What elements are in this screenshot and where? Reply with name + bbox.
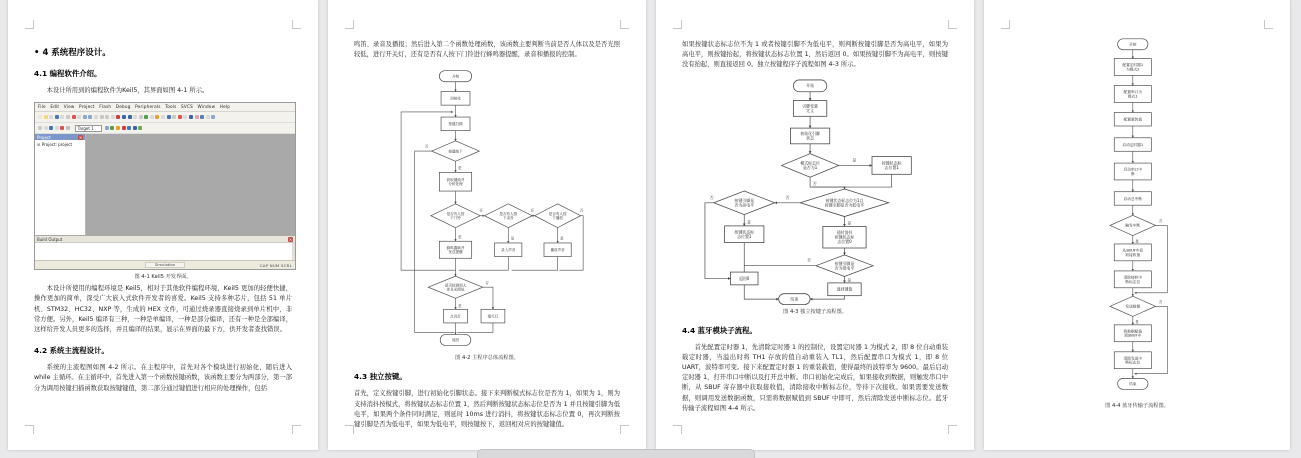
- keil-toolbar-icons: [38, 126, 72, 130]
- flowchart-node-label: 是否有人按下录音: [499, 212, 518, 221]
- toolbar-icon: [122, 126, 126, 130]
- close-icon: ×: [78, 134, 83, 140]
- keil-target-select: Target 1: [75, 125, 102, 132]
- flowchart-node-label: 初始化引脚状态: [800, 130, 820, 141]
- flowchart-node-label: 按键状态标志位置1: [734, 228, 755, 239]
- margin-crop-mark: [673, 425, 682, 434]
- toolbar-icon: [88, 115, 92, 119]
- flowchart-node-label: 配置定时器1 为模式2: [1122, 63, 1144, 72]
- flowchart-edge-label: 是: [1135, 320, 1139, 325]
- toolbar-icon: [150, 115, 154, 119]
- toolbar-icon: [55, 115, 59, 119]
- toolbar-icon: [38, 126, 42, 130]
- flowchart-node-label: 启动定时器1: [1122, 142, 1144, 147]
- toolbar-icon: [167, 115, 171, 119]
- toolbar-icon: [66, 115, 70, 119]
- toolbar-icon: [60, 115, 64, 119]
- flowchart-node-label: 清除接收中断标志位: [1123, 275, 1143, 284]
- flowchart-node-label: 获取键值并分析处理: [446, 178, 465, 187]
- keil-project-title: Project: [37, 134, 51, 140]
- flowchart-edge-label: 是: [1135, 239, 1139, 244]
- flowchart-node-label: 录入声音: [501, 248, 516, 253]
- flowchart-node-label: 开始: [806, 82, 815, 88]
- flowchart-node-label: 按键按下: [448, 149, 463, 154]
- flowchart-node-label: 结束: [790, 296, 799, 302]
- toolbar-icon: [94, 115, 98, 119]
- flowchart-connector: [812, 174, 892, 187]
- flowchart-independent-key: [682, 77, 948, 305]
- keil-build-output-title: Build Output: [37, 236, 63, 242]
- flowchart-node-label: 配置串口为模式1: [1123, 90, 1143, 99]
- toolbar-icon: [110, 126, 114, 130]
- flowchart-node-label: 开始: [451, 74, 460, 79]
- toolbar-icon: [49, 115, 53, 119]
- keil-menubar: File Edit View Project Flash Debug Peripherals Tools SVCS Window Help: [35, 103, 295, 112]
- toolbar-icon: [128, 115, 132, 119]
- margin-crop-mark: [948, 425, 957, 434]
- flowchart-edge-label: 否: [1158, 299, 1163, 304]
- flowchart-node-label: 按键引脚是否为低电平: [834, 260, 855, 270]
- keil-status-mode: Simulation: [145, 262, 185, 269]
- figure-caption-4-4: 图 4-4 蓝牙传输子流程图。: [1105, 403, 1169, 409]
- section-heading-4-3: 4.3 独立按键。: [354, 372, 407, 382]
- keil-build-output-area: [35, 243, 295, 260]
- page-2: [328, 0, 646, 450]
- flowchart-bluetooth: [1010, 35, 1264, 399]
- flowchart-node-label: 熄灭灯: [487, 314, 499, 319]
- toolbar-icon: [105, 126, 109, 130]
- toolbar-icon: [195, 115, 199, 119]
- keil-project-tree-item: [35, 140, 85, 149]
- paragraph: 如果按键状态标志位不为 1 或者按键引脚不为低电平，则判断按键引脚是否为高电平，如果为高电平，则按键抬起，将按键状态标志位置 1，然后返回 0。如果按键引脚不为高电平，则按键没有抬起，则直接返回 0。独立按键程序子流程如图 4-3 所示。: [682, 41, 948, 69]
- toolbar-icon: [139, 115, 143, 119]
- flowchart-edge-label: 是: [458, 304, 462, 309]
- flowchart-node-label: 触发中断: [1125, 223, 1141, 228]
- paragraph: 鸣笛、录音及播报；然后进入第二个函数处理函数，该函数主要判断当前是否人体以及是否光照较低，进行开关灯，还有是否有人按下门铃进行蜂鸣器提醒，录音和播报的控制。: [354, 41, 620, 59]
- toolbar-icon: [172, 115, 176, 119]
- flowchart-node-label: 配置重装值: [1123, 117, 1143, 122]
- flowchart-node-label: 引脚变量定义: [802, 103, 818, 113]
- toolbar-icon: [72, 115, 76, 119]
- flowchart-edge-label: 否: [785, 195, 790, 200]
- toolbar-icon: [44, 115, 48, 119]
- toolbar-icon: [55, 126, 59, 130]
- flowchart-edge-label: 是: [747, 219, 751, 224]
- flowchart-main-program: [354, 66, 620, 351]
- flowchart-node-label: 蜂鸣器响并发送提醒: [446, 246, 465, 255]
- flowchart-edge-label: 否: [813, 181, 817, 186]
- toolbar-icon: [206, 115, 210, 119]
- flowchart-edge-label: 是: [458, 166, 462, 171]
- flowchart-node-label: 是否有人按下门铃: [446, 212, 465, 221]
- figure-caption-4-2: 图 4-2 主程序总体流程图。: [455, 355, 519, 362]
- flowchart-node-label: 从SBUF中获取接收值: [1122, 248, 1144, 257]
- flowchart-node-label: 延时消抖按键状态标志位置0: [834, 229, 855, 244]
- toolbar-icon: [66, 126, 70, 130]
- flowchart-connector: [744, 284, 778, 298]
- flowchart-edge-label: 否: [807, 258, 811, 263]
- keil-toolbar-1: [35, 112, 295, 123]
- toolbar-icon: [127, 126, 131, 130]
- flowchart-edge-label: 是: [852, 158, 857, 163]
- flowchart-node-label: 开始: [1129, 42, 1137, 47]
- paragraph: 首先配置定时器 1，先清除定时器 1 的控制位，设置定时器 1 为模式 2，即 8 位自动重装载定时器，当溢出时将 TH1 存放的值自动重装入 TL1，然后配置串口为模式 1，即 8 位 UART，波特率可变。接下来配置定时器 1 的重装载值，使得最终的波特率为 9600。最后启动定时器 1，打开串口中断以及打开总中断。串口初始化完成后，如果接收到数据，则触发串口中断，从 SBUF 寄存器中获取接收值，清除接收中断标志位，等待下次接收。如果需要发送数据，则调用发送数据函数，只需将数据赋值到 SBUF 中即可，然后清除发送中断标志位。蓝牙传输子流程如图 4-4 所示。: [682, 343, 948, 412]
- chapter-heading: [34, 46, 292, 58]
- flowchart-node-label: 启动总中断: [1123, 196, 1143, 201]
- page-4: [984, 0, 1290, 450]
- flowchart-node-label: 将数据赋值到SBUF中: [1123, 329, 1143, 338]
- list-bullet: •: [34, 48, 40, 58]
- flowchart-edge-label: 否: [709, 195, 714, 200]
- flowchart-node-label: 返回: [451, 338, 460, 343]
- flowchart-node-label: 发送数据: [1125, 304, 1141, 309]
- toolbar-icon: [44, 126, 48, 130]
- toolbar-icon: [178, 115, 182, 119]
- flowchart-edge-label: 否: [485, 281, 489, 286]
- section-heading-4-4: 4.4 蓝牙模块子流程。: [682, 325, 757, 335]
- figure-caption-4-1: 图 4-1 Keil5 开发界面。: [134, 274, 192, 281]
- flowchart-node-label: 播放声音: [550, 248, 565, 253]
- toolbar-icon: [60, 126, 64, 130]
- flowchart-edge-label: 是: [847, 220, 852, 225]
- flowchart-node-label: 模式标志位是否为1: [800, 160, 820, 170]
- tree-expand-icon: ⊞: [37, 142, 41, 148]
- close-icon: ×: [288, 236, 293, 242]
- keil-toolbar-2: [35, 123, 295, 134]
- toolbar-icon: [105, 115, 109, 119]
- flowchart-node-label: 返回0: [739, 275, 750, 281]
- toolbar-icon: [189, 115, 193, 119]
- flowchart-node-label: 清除发送中断标志位: [1123, 356, 1143, 365]
- flowchart-connector: [512, 257, 558, 271]
- toolbar-icon: [38, 115, 42, 119]
- flowchart-connector: [483, 288, 493, 310]
- toolbar-icon: [77, 115, 81, 119]
- paragraph: 系统的主流程图如图 4-2 所示。在主程序中，首先对各个模块进行初始化，随后进入 while 主循环。在主循环中，首先进入第一个函数按键函数，该函数主要分为两部分，第一部分为调用按键扫描函数获取按键键值，第二部分通过键值进行相应的处理操作，包括: [34, 364, 292, 392]
- keil-screenshot-figure: [34, 102, 296, 270]
- flowchart-edge-label: 是: [560, 236, 564, 241]
- paragraph: 本设计所使用的编程环境是 Keil5，相对于其他软件编程环境，Keil5 更加的轻便快捷，操作更加的简单，深受广大嵌入式软件开发者的喜爱。Keil5 支持多种芯片，包括 51 单片机、STM32、HC32、NXP 等，生成的 HEX 文件，可通过烧录器直接烧录到单片机中，非常方便。另外，Keil5 编译有三种，一种是单编译，一种是部分编译，还有一种是全部编译，这样给开发人员更多的选择，并且编译的结果，显示在界面的最下方，供开发者查找错误。: [34, 285, 292, 333]
- flowchart-edge-label: 否: [1158, 219, 1163, 224]
- keil-project-tree-label: Project: project: [41, 142, 73, 148]
- flowchart-edge-label: 否: [424, 145, 429, 150]
- keil-build-output-panel: [35, 235, 295, 260]
- keil-status-keys: CAP NUM SCRL: [259, 262, 293, 268]
- toolbar-icon: [155, 115, 159, 119]
- toolbar-icon: [111, 115, 115, 119]
- section-heading-4-2: 4.2 系统主流程设计。: [34, 346, 109, 356]
- keil-project-panel: [35, 134, 86, 235]
- flowchart-node-label: 初始化: [450, 96, 461, 101]
- flowchart-node-label: 按键扫描: [448, 122, 463, 127]
- toolbar-icon: [138, 126, 142, 130]
- flowchart-node-label: 是否有人按下播放: [548, 212, 567, 221]
- toolbar-icon: [144, 115, 148, 119]
- flowchart-edge-label: 是: [510, 236, 515, 241]
- flowchart-node-label: 结束: [1129, 382, 1137, 387]
- flowchart-node-label: 是否检测到人体且光照低: [444, 283, 467, 292]
- keil-toolbar-icons: [105, 126, 144, 130]
- toolbar-icon: [116, 115, 120, 119]
- margin-crop-mark: [292, 425, 301, 434]
- section-heading-4-1: 4.1 编程软件介绍。: [34, 69, 102, 78]
- flowchart-edge-label: 是: [847, 277, 852, 282]
- keil-statusbar: [35, 260, 295, 269]
- toolbar-icon: [183, 115, 187, 119]
- toolbar-icon: [49, 126, 53, 130]
- figure-caption-4-3: 图 4-3 独立按键子流程图。: [783, 308, 847, 315]
- margin-crop-mark: [25, 425, 34, 434]
- keil-build-output-header: [35, 236, 295, 243]
- flowchart-node-label: 点亮灯: [450, 314, 461, 319]
- toolbar-icon: [116, 126, 120, 130]
- toolbar-icon: [200, 115, 204, 119]
- paragraph: 首先，定义按键引脚，进行初始化引脚状态。接下来判断模式标志位是否为 1，如果为 1，则为支持消抖按模式，将按键状态标志位置 1，然后判断按键状态标志位是否为 1 并且按键引脚为低电平，如果两个条件同时满足，则延时 10ms 进行消抖，将按键状态标志位置 0，再次判断按键引脚是否为低电平，如果为低电平，则按键按下，返回相对应的按键键值。: [354, 390, 620, 428]
- toolbar-icon: [100, 115, 104, 119]
- flowchart-edge-label: 否: [579, 208, 584, 213]
- flowchart-node-label: 按键状态标志位为1且按键引脚是否为低电平: [824, 197, 865, 207]
- toolbar-icon: [161, 115, 165, 119]
- toolbar-icon: [122, 115, 126, 119]
- flowchart-node-label: 按键状态标志位置1: [881, 160, 902, 170]
- keil-editor-area: [86, 134, 295, 235]
- flowchart-node-label: 按键引脚是否为高电平: [734, 197, 755, 207]
- paragraph: 本设计所用到的编程软件为Keil5，其界面如图 4-1 所示。: [46, 87, 209, 94]
- flowchart-node-label: 启动串口中断: [1123, 167, 1143, 176]
- flowchart-connector: [457, 323, 493, 332]
- toolbar-icon: [211, 115, 215, 119]
- page-3: [656, 0, 974, 450]
- flowchart-connector: [810, 295, 844, 298]
- toolbar-icon: [133, 115, 137, 119]
- flowchart-edge-label: 否: [479, 208, 483, 213]
- toolbar-icon: [133, 126, 137, 130]
- toolbar-icon: [83, 115, 87, 119]
- chapter-heading-text: 4 系统程序设计。: [42, 48, 111, 58]
- flowchart-node-label: 返回键值: [836, 286, 853, 292]
- flowchart-edge-label: 否: [530, 208, 534, 213]
- page-1: [8, 0, 318, 450]
- flowchart-edge-label: 是: [458, 235, 462, 240]
